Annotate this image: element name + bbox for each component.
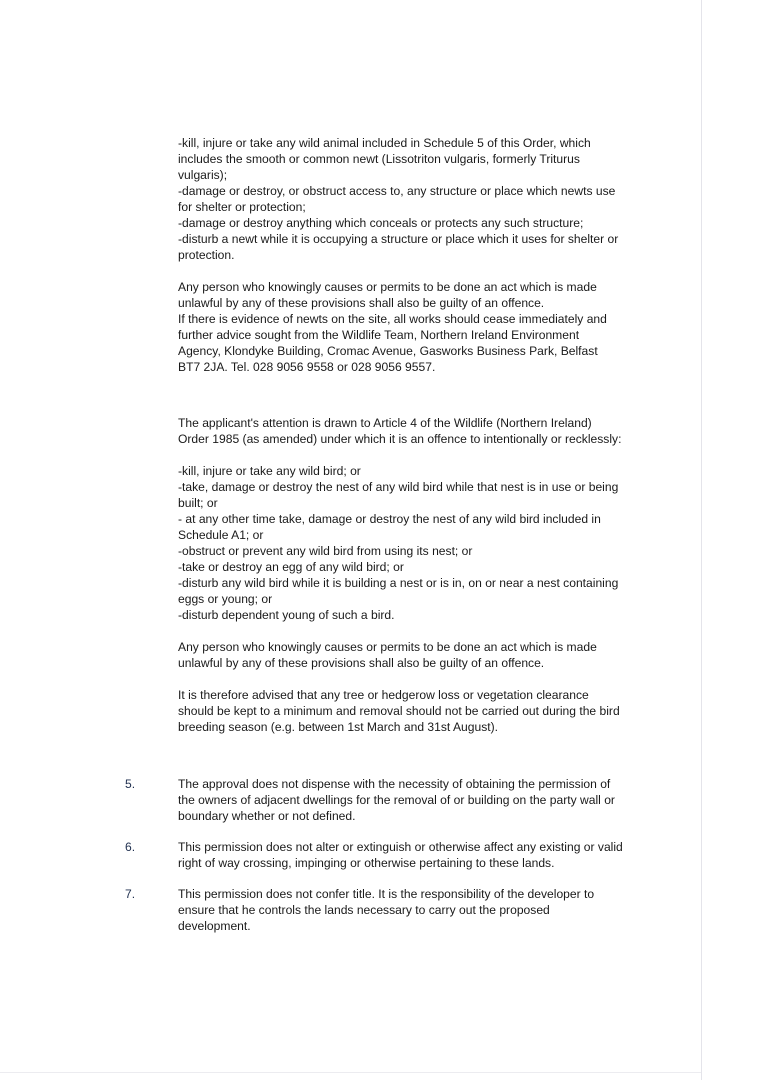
condition-number: 7. [125, 887, 136, 901]
text-line: - at any other time take, damage or destroy the nest of any wild bird included in [178, 512, 601, 526]
text-line: -kill, injure or take any wild animal included in Schedule 5 of this Order, which [178, 136, 591, 150]
text-line: right of way crossing, impinging or otherwise pertaining to these lands. [178, 856, 555, 870]
text-line: It is therefore advised that any tree or hedgerow loss or vegetation clearance [178, 688, 589, 702]
text-line: for shelter or protection; [178, 200, 306, 214]
text-line: protection. [178, 248, 235, 262]
text-line: development. [178, 919, 251, 933]
text-line: -take or destroy an egg of any wild bird; or [178, 560, 404, 574]
text-line: This permission does not alter or extinguish or otherwise affect any existing or valid [178, 840, 623, 854]
wildlife-order-intro [178, 415, 664, 447]
text-line: The applicant's attention is drawn to Article 4 of the Wildlife (Northern Ireland) [178, 416, 592, 430]
text-line: unlawful by any of these provisions shall also be guilty of an offence. [178, 656, 545, 670]
condition-5 [125, 776, 664, 824]
text-line: -kill, injure or take any wild bird; or [178, 464, 361, 478]
text-line: Any person who knowingly causes or permits to be done an act which is made [178, 640, 597, 654]
page-bottom-edge [0, 1072, 701, 1073]
text-line: ensure that he controls the lands necessary to carry out the proposed [178, 903, 550, 917]
text-line: vulgaris); [178, 168, 228, 182]
newt-offence-advice [178, 279, 664, 375]
text-line: eggs or young; or [178, 592, 273, 606]
text-line: -damage or destroy, or obstruct access to, any structure or place which newts use [178, 184, 616, 198]
text-line: Any person who knowingly causes or permits to be done an act which is made [178, 280, 597, 294]
text-line: Order 1985 (as amended) under which it is an offence to intentionally or recklessly: [178, 432, 622, 446]
condition-number: 6. [125, 840, 136, 854]
text-line: -disturb dependent young of such a bird. [178, 608, 395, 622]
newt-offences-list [178, 135, 664, 263]
text-line: -damage or destroy anything which conceals or protects any such structure; [178, 216, 584, 230]
text-line: unlawful by any of these provisions shall also be guilty of an offence. [178, 296, 545, 310]
vegetation-clearance-advice [178, 687, 664, 735]
condition-7 [125, 886, 664, 934]
text-line: built; or [178, 496, 218, 510]
text-line: The approval does not dispense with the necessity of obtaining the permission of [178, 777, 611, 791]
condition-6 [125, 839, 664, 871]
text-line: -disturb any wild bird while it is building a nest or is in, on or near a nest containing [178, 576, 619, 590]
text-line: -disturb a newt while it is occupying a structure or place which it uses for shelter or [178, 232, 619, 246]
text-line: Agency, Klondyke Building, Cromac Avenue, Gasworks Business Park, Belfast [178, 344, 598, 358]
text-line: If there is evidence of newts on the site, all works should cease immediately and [178, 312, 607, 326]
text-line: This permission does not confer title. It is the responsibility of the developer to [178, 887, 595, 901]
text-line: boundary whether or not defined. [178, 809, 356, 823]
bird-offence-guilt [178, 639, 664, 671]
text-line: -take, damage or destroy the nest of any wild bird while that nest is in use or being [178, 480, 619, 494]
text-line: Schedule A1; or [178, 528, 264, 542]
text-line: includes the smooth or common newt (Lissotriton vulgaris, formerly Triturus [178, 152, 580, 166]
document-body [125, 135, 664, 934]
condition-number: 5. [125, 777, 136, 791]
text-line: -obstruct or prevent any wild bird from using its nest; or [178, 544, 473, 558]
text-line: BT7 2JA. Tel. 028 9056 9558 or 028 9056 9557. [178, 360, 436, 374]
text-line: the owners of adjacent dwellings for the removal of or building on the party wall or [178, 793, 615, 807]
bird-offences-list [178, 463, 664, 623]
text-line: should be kept to a minimum and removal should not be carried out during the bird [178, 704, 620, 718]
text-line: further advice sought from the Wildlife Team, Northern Ireland Environment [178, 328, 580, 342]
page-edge [701, 0, 702, 1080]
text-line: breeding season (e.g. between 1st March and 31st August). [178, 720, 499, 734]
